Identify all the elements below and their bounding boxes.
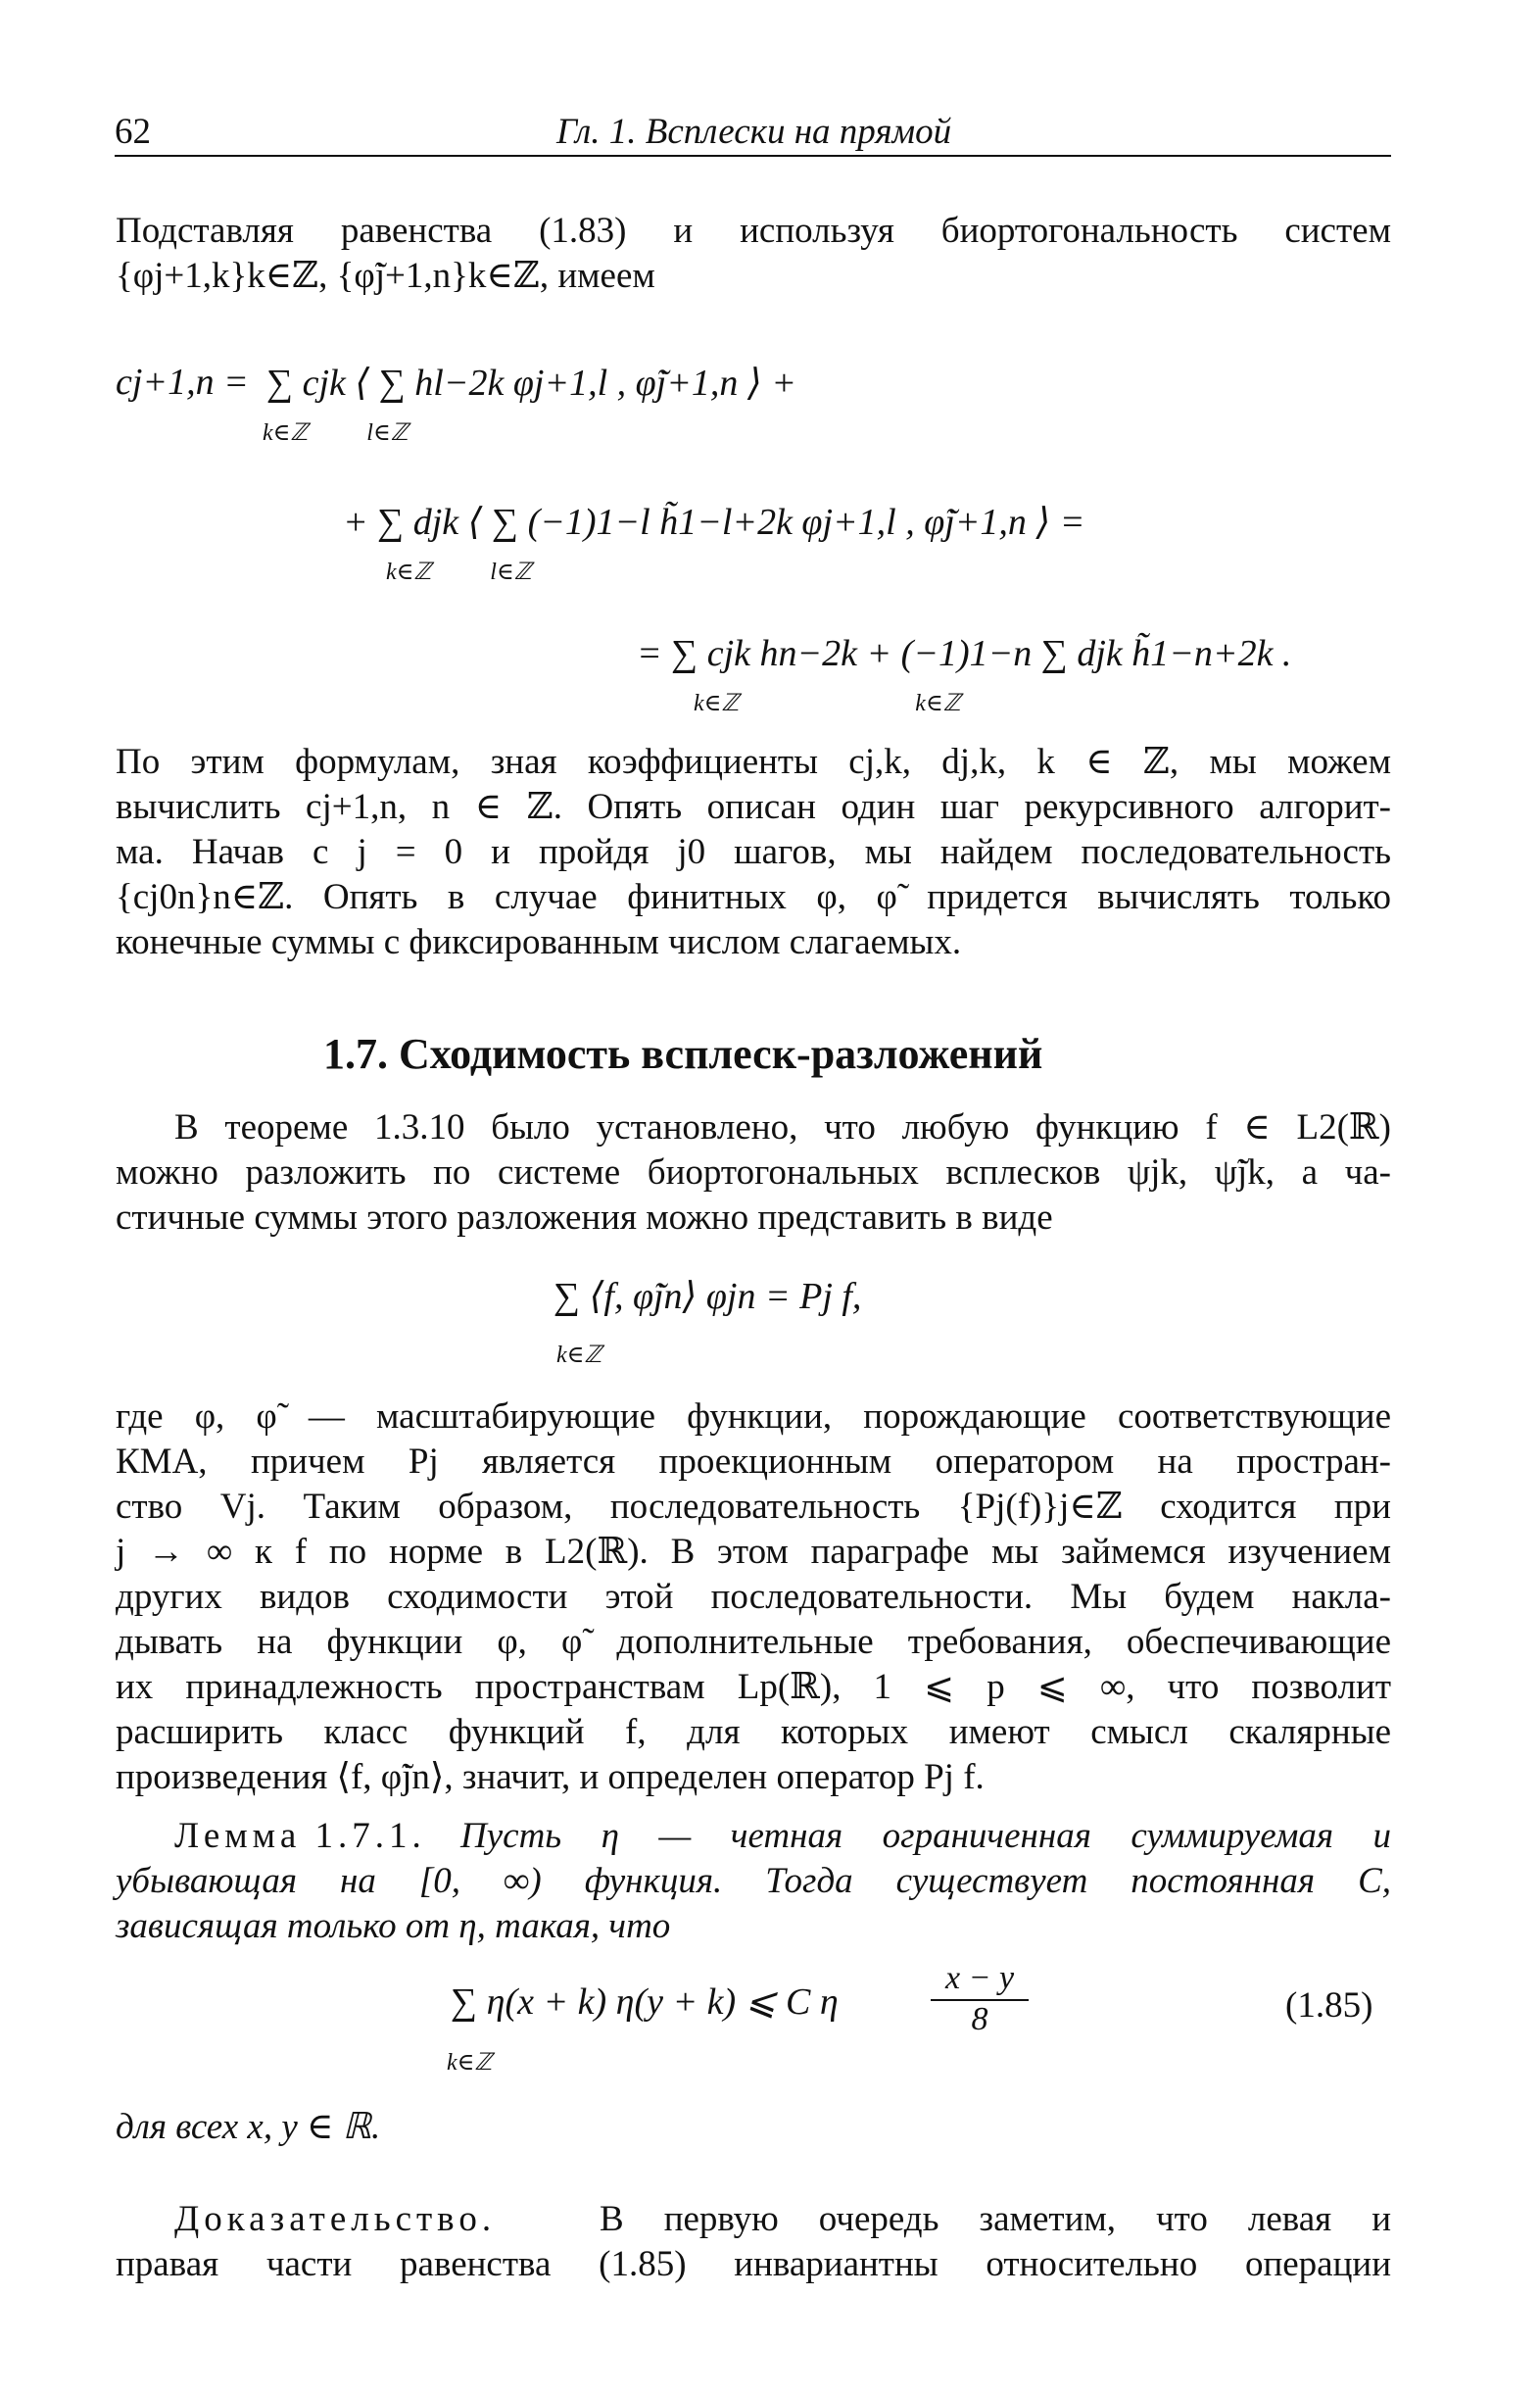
formula-3-fraction <box>931 1960 1029 2038</box>
running-title: Гл. 1. Всплески на прямой <box>556 112 952 152</box>
formula-3-under: k∈ℤ <box>447 2050 493 2076</box>
para3-line-9: произведения ⟨f, φ̃jn⟩, значит, и определен оператор Pj f. <box>116 1757 985 1797</box>
intro-line-1: Подставляя равенства (1.83) и используя биортогональность систем <box>116 211 1391 251</box>
formula-1-row2-under: k∈ℤ l∈ℤ <box>386 560 532 585</box>
para3-line-5: других видов сходимости этой последовательности. Мы будем накла- <box>116 1577 1391 1617</box>
proof-line-2: правая части равенства (1.85) инвариантны относительно операции <box>116 2244 1391 2284</box>
formula-3-frac-den: 8 <box>971 2001 988 2037</box>
para3-line-2: КМА, причем Pj является проекционным оператором на простран- <box>116 1442 1391 1482</box>
para3-line-3: ство Vj. Таким образом, последовательность {Pj(f)}j∈ℤ сходится при <box>116 1487 1391 1527</box>
para1-line-3: ма. Начав с j = 0 и пройдя j0 шагов, мы найдем последовательность <box>116 832 1391 872</box>
lemma-line-1: Пусть η — четная ограниченная суммируемая и <box>460 1816 1391 1856</box>
formula-1-row1-rhs: ∑ cjk ⟨ ∑ hl−2k φj+1,l , φ̃j+1,n ⟩ + <box>266 363 796 404</box>
para3-line-1: где φ, φ̃ — масштабирующие функции, порождающие соответствующие <box>116 1396 1391 1437</box>
formula-2-main: ∑ ⟨f, φ̃jn⟩ φjn = Pj f, <box>553 1276 862 1317</box>
intro-line-2: {φj+1,k}k∈ℤ, {φ̃j+1,n}k∈ℤ, имеем <box>116 256 655 296</box>
lemma-tail: для всех x, y ∈ ℝ. <box>116 2107 381 2147</box>
lemma-line-3: зависящая только от η, такая, что <box>116 1906 671 1946</box>
formula-1-row3-under: k∈ℤ k∈ℤ <box>694 691 961 716</box>
equation-number: (1.85) <box>1285 1985 1373 2026</box>
formula-1-row3: = ∑ cjk hn−2k + (−1)1−n ∑ djk h̃1−n+2k . <box>637 633 1292 674</box>
lemma-line-2: убывающая на [0, ∞) функция. Тогда существует постоянная C, <box>116 1861 1391 1901</box>
lemma-label: Лемма 1.7.1. <box>174 1816 426 1856</box>
para3-line-6: дывать на функции φ, φ̃ дополнительные требования, обеспечивающие <box>116 1622 1391 1662</box>
para1-line-4: {cj0n}n∈ℤ. Опять в случае финитных φ, φ̃ придется вычислять только <box>116 877 1391 917</box>
section-heading: 1.7. Сходимость всплеск-разложений <box>323 1030 1043 1078</box>
para2-line-1: В теореме 1.3.10 было установлено, что любую функцию f ∈ L2(ℝ) <box>174 1107 1391 1148</box>
para3-line-8: расширить класс функций f, для которых имеют смысл скалярные <box>116 1712 1391 1752</box>
para3-line-4: j → ∞ к f по норме в L2(ℝ). В этом параграфе мы займемся изучением <box>116 1532 1391 1572</box>
proof-line-1: В первую очередь заметим, что левая и <box>600 2199 1391 2239</box>
formula-1-row1-under: k∈ℤ l∈ℤ <box>263 420 409 446</box>
page-number: 62 <box>115 112 151 152</box>
para1-line-2: вычислить cj+1,n, n ∈ ℤ. Опять описан один шаг рекурсивного алгорит- <box>116 787 1391 827</box>
formula-1-row1-lhs: cj+1,n = <box>116 362 249 403</box>
formula-3-main: ∑ η(x + k) η(y + k) ⩽ C η <box>451 1981 839 2023</box>
para2-line-2: можно разложить по системе биортогональных всплесков ψjk, ψ̃jk, а ча- <box>116 1152 1391 1193</box>
header-rule <box>115 155 1391 157</box>
formula-2-under: k∈ℤ <box>556 1343 602 1368</box>
para1-line-5: конечные суммы с фиксированным числом слагаемых. <box>116 922 962 962</box>
proof-label: Доказательство. <box>174 2199 497 2239</box>
para1-line-1: По этим формулам, зная коэффициенты cj,k, dj,k, k ∈ ℤ, мы можем <box>116 742 1391 782</box>
para2-line-3: стичные суммы этого разложения можно представить в виде <box>116 1198 1053 1238</box>
formula-1-row2: + ∑ djk ⟨ ∑ (−1)1−l h̃1−l+2k φj+1,l , φ̃j+1,n ⟩ = <box>343 502 1085 543</box>
formula-3-frac-num: x − y <box>931 1960 1029 2001</box>
para3-line-7: их принадлежность пространствам Lp(ℝ), 1 ⩽ p ⩽ ∞, что позволит <box>116 1667 1391 1707</box>
